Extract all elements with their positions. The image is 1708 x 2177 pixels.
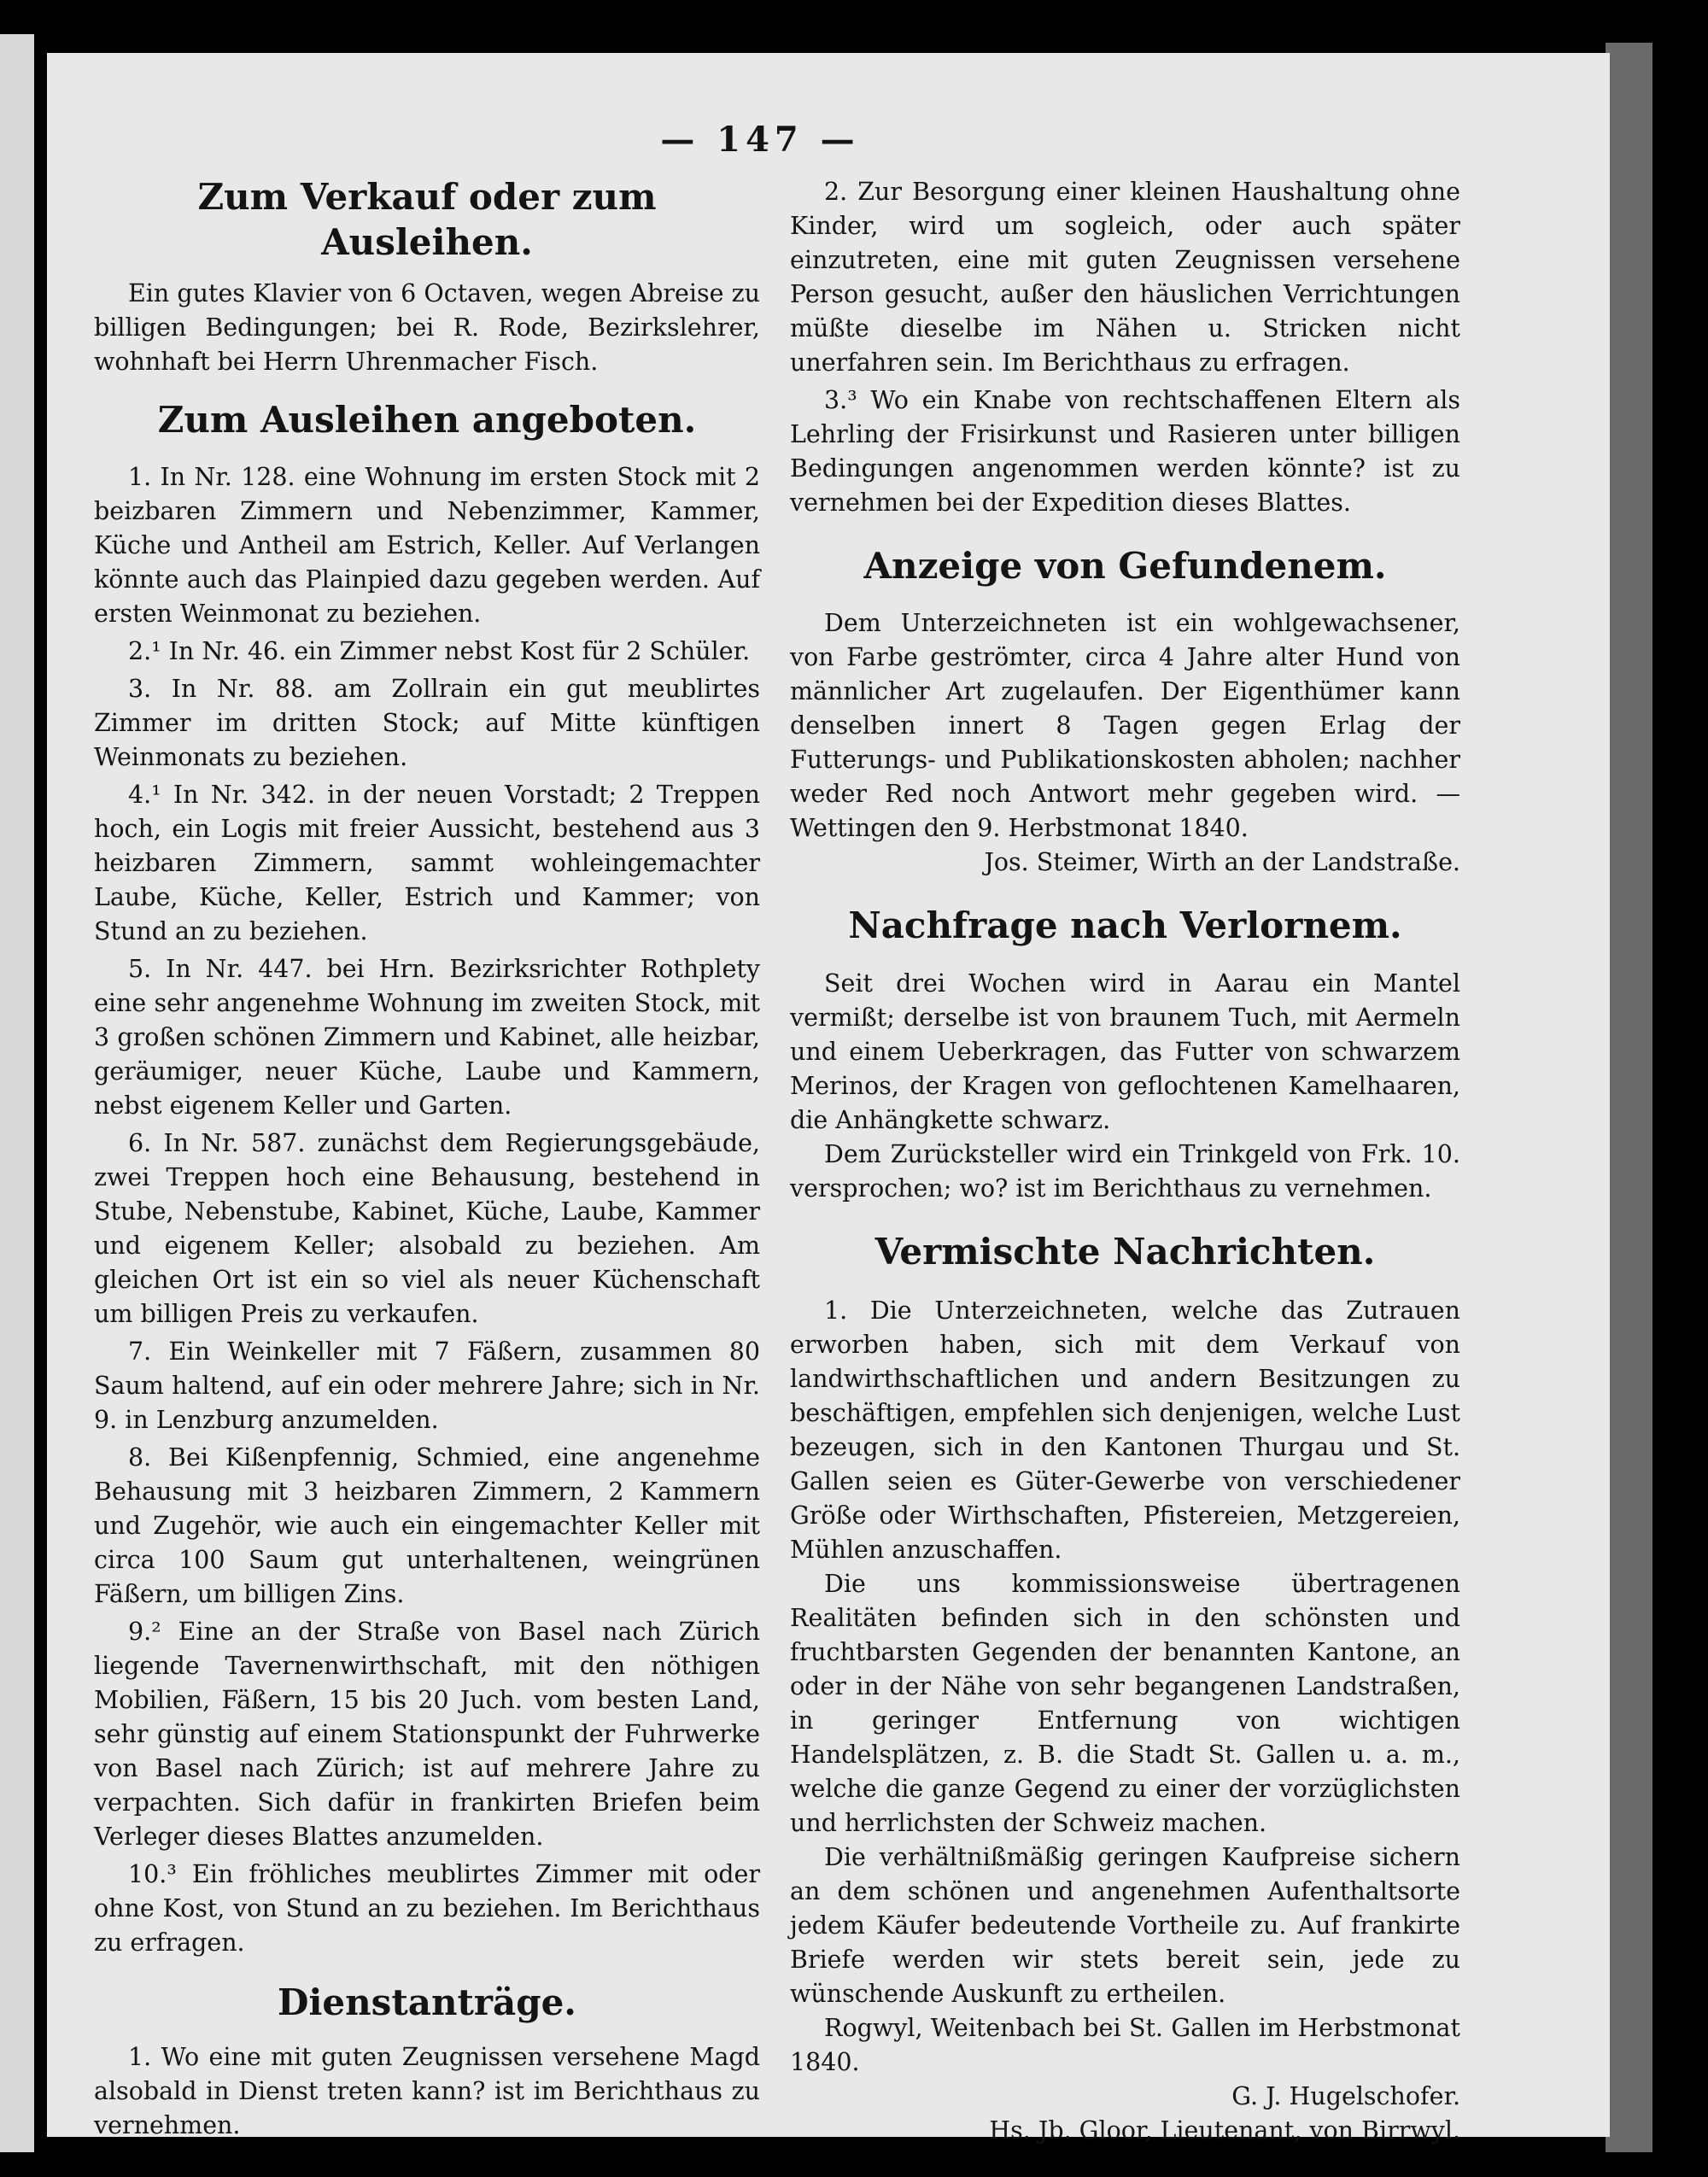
listing-item: 10.³ Ein fröhliches meublirtes Zimmer mit oder ohne Kost, von Stund an zu beziehen. Im Berichthaus zu erfragen. bbox=[94, 1859, 760, 1957]
heading-verlornem: Nachfrage nach Verlornem. bbox=[848, 904, 1402, 946]
right-column bbox=[790, 175, 1460, 2148]
heading-dienstantraege: Dienstanträge. bbox=[278, 1981, 576, 2023]
lost-coat-notice: Seit drei Wochen wird in Aarau ein Mantel vermißt; derselbe ist von braunem Tuch, mit Aermeln und einem Ueberkragen, das Futter von schwarzem Merinos, der Kragen von geflochtenen Kamelhaaren, die Anhängkette schwarz. bbox=[790, 969, 1460, 1134]
listing-item: 3. In Nr. 88. am Zollrain ein gut meublirtes Zimmer im dritten Stock; auf Mitte künftigen Weinmonats zu beziehen. bbox=[94, 674, 760, 771]
listing-item: 2.¹ In Nr. 46. ein Zimmer nebst Kost für 2 Schüler. bbox=[128, 636, 751, 665]
misc-notice-3: Die verhältnißmäßig geringen Kaufpreise sichern an dem schönen und angenehmen Aufenthaltsorte jedem Käufer bedeutende Vortheile zu. Auf frankirte Briefe werden wir stets bereit sein, jede zu wünschende Auskunft zu ertheilen. bbox=[790, 1842, 1460, 2008]
heading-ausleihen: Zum Ausleihen angeboten. bbox=[157, 399, 697, 441]
left-column bbox=[94, 175, 760, 2143]
listing-item: 7. Ein Weinkeller mit 7 Fäßern, zusammen 80 Saum haltend, auf ein oder mehrere Jahre; sich in Nr. 9. in Lenzburg anzumelden. bbox=[94, 1337, 760, 1434]
dienst-item-1: 1. Wo eine mit guten Zeugnissen versehene Magd alsobald in Dienst treten kann? ist im Berichthaus zu vernehmen. bbox=[94, 2043, 760, 2139]
heading-gefundenem: Anzeige von Gefundenem. bbox=[863, 545, 1387, 587]
misc-signature-1: G. J. Hugelschofer. bbox=[1231, 2081, 1460, 2110]
page-shadow bbox=[1606, 43, 1652, 2152]
misc-signature-2: Hs. Jb. Gloor, Lieutenant, von Birrwyl. bbox=[989, 2116, 1460, 2145]
lost-coat-reward: Dem Zurücksteller wird ein Trinkgeld von Frk. 10. versprochen; wo? ist im Berichthaus zu vernehmen. bbox=[790, 1140, 1460, 1203]
dienst-item-2: 2. Zur Besorgung einer kleinen Haushaltung ohne Kinder, wird um sogleich, oder auch später einzutreten, eine mit guten Zeugnissen versehene Person gesucht, außer den häuslichen Verrichtungen müßte dieselbe im Nähen u. Stricken nicht unerfahren sein. Im Berichthaus zu erfragen. bbox=[790, 178, 1460, 377]
found-dog-signature: Jos. Steimer, Wirth an der Landstraße. bbox=[984, 847, 1460, 876]
page-number: — 147 — bbox=[660, 120, 860, 160]
klavier-ad: Ein gutes Klavier von 6 Octaven, wegen Abreise zu billigen Bedingungen; bei R. Rode, Bezirkslehrer, wohnhaft bei Herrn Uhrenmacher Fisch. bbox=[94, 279, 760, 376]
listing-item: 6. In Nr. 587. zunächst dem Regierungsgebäude, zwei Treppen hoch eine Behausung, bestehend in Stube, Nebenstube, Kabinet, Küche, Laube, Kammer und eigenem Keller; alsobald zu beziehen. Am gleichen Ort ist ein so viel als neuer Küchenschaft um billigen Preis zu verkaufen. bbox=[94, 1128, 760, 1328]
listing-item: 4.¹ In Nr. 342. in der neuen Vorstadt; 2 Treppen hoch, ein Logis mit freier Aussicht, bestehend aus 3 heizbaren Zimmern, sammt wohleingemachter Laube, Küche, Keller, Estrich und Kammer; von Stund an zu beziehen. bbox=[94, 780, 760, 945]
scan-edge-left bbox=[0, 34, 34, 2152]
listing-item: 1. In Nr. 128. eine Wohnung im ersten Stock mit 2 beizbaren Zimmern und Nebenzimmer, Kammer, Küche und Antheil am Estrich, Keller. Auf Verlangen könnte auch das Plainpied dazu gegeben werden. Auf ersten Weinmonat zu beziehen. bbox=[94, 462, 760, 628]
found-dog-notice: Dem Unterzeichneten ist ein wohlgewachsener, von Farbe geströmter, circa 4 Jahre alter Hund von männlicher Art zugelaufen. Der Eigenthümer kann denselben innert 8 Tagen gegen Erlag der Futterungs- und Publikationskosten abholen; nachher weder Red noch Antwort mehr gegeben wird. — Wettingen den 9. Herbstmonat 1840. bbox=[790, 608, 1460, 842]
listing-item: 5. In Nr. 447. bei Hrn. Bezirksrichter Rothplety eine sehr angenehme Wohnung im zweiten Stock, mit 3 großen schönen Zimmern und Kabinet, alle heizbar, geräumiger, neuer Küche, Laube und Kammern, nebst eigenem Keller und Garten. bbox=[94, 954, 760, 1120]
listing-item: 8. Bei Kißenpfennig, Schmied, eine angenehme Behausung mit 3 heizbaren Zimmern, 2 Kammern und Zugehör, wie auch ein eingemachter Keller mit circa 100 Saum gut unterhaltenen, weingrünen Fäßern, um billigen Zins. bbox=[94, 1443, 760, 1608]
listing-item: 9.² Eine an der Straße von Basel nach Zürich liegende Tavernenwirthschaft, mit den nöthigen Mobilien, Fäßern, 15 bis 20 Juch. vom besten Land, sehr günstig auf einem Stationspunkt der Fuhrwerke von Basel nach Zürich; ist auf mehrere Jahre zu verpachten. Sich dafür in frankirten Briefen beim Verleger dieses Blattes anzumelden. bbox=[94, 1617, 760, 1851]
misc-notice-1: 1. Die Unterzeichneten, welche das Zutrauen erworben haben, sich mit dem Verkauf von landwirthschaftlichen und andern Besitzungen zu beschäftigen, empfehlen sich denjenigen, welche Lust bezeugen, sich in den Kantonen Thurgau und St. Gallen seien es Güter-Gewerbe von verschiedener Größe oder Wirthschaften, Pfistereien, Metzgereien, Mühlen anzuschaffen. bbox=[790, 1296, 1460, 1564]
misc-place-date: Rogwyl, Weitenbach bei St. Gallen im Herbstmonat 1840. bbox=[790, 2013, 1460, 2076]
heading-vermischte: Vermischte Nachrichten. bbox=[874, 1231, 1376, 1273]
dienst-item-3: 3.³ Wo ein Knabe von rechtschaffenen Eltern als Lehrling der Frisirkunst und Rasieren unter billigen Bedingungen angenommen werden könnte? ist zu vernehmen bei der Expedition dieses Blattes. bbox=[790, 386, 1460, 517]
heading-verkauf: Zum Verkauf oder zum Ausleihen. bbox=[197, 176, 657, 263]
misc-notice-2: Die uns kommissionsweise übertragenen Realitäten befinden sich in den schönsten und fruchtbarsten Gegenden der benannten Kantone, an oder in der Nähe von sehr begangenen Landstraßen, in geringer Entfernung von wichtigen Handelsplätzen, z. B. die Stadt St. Gallen u. a. m., welche die ganze Gegend zu einer der vorzüglichsten und herrlichsten der Schweiz machen. bbox=[790, 1569, 1460, 1837]
